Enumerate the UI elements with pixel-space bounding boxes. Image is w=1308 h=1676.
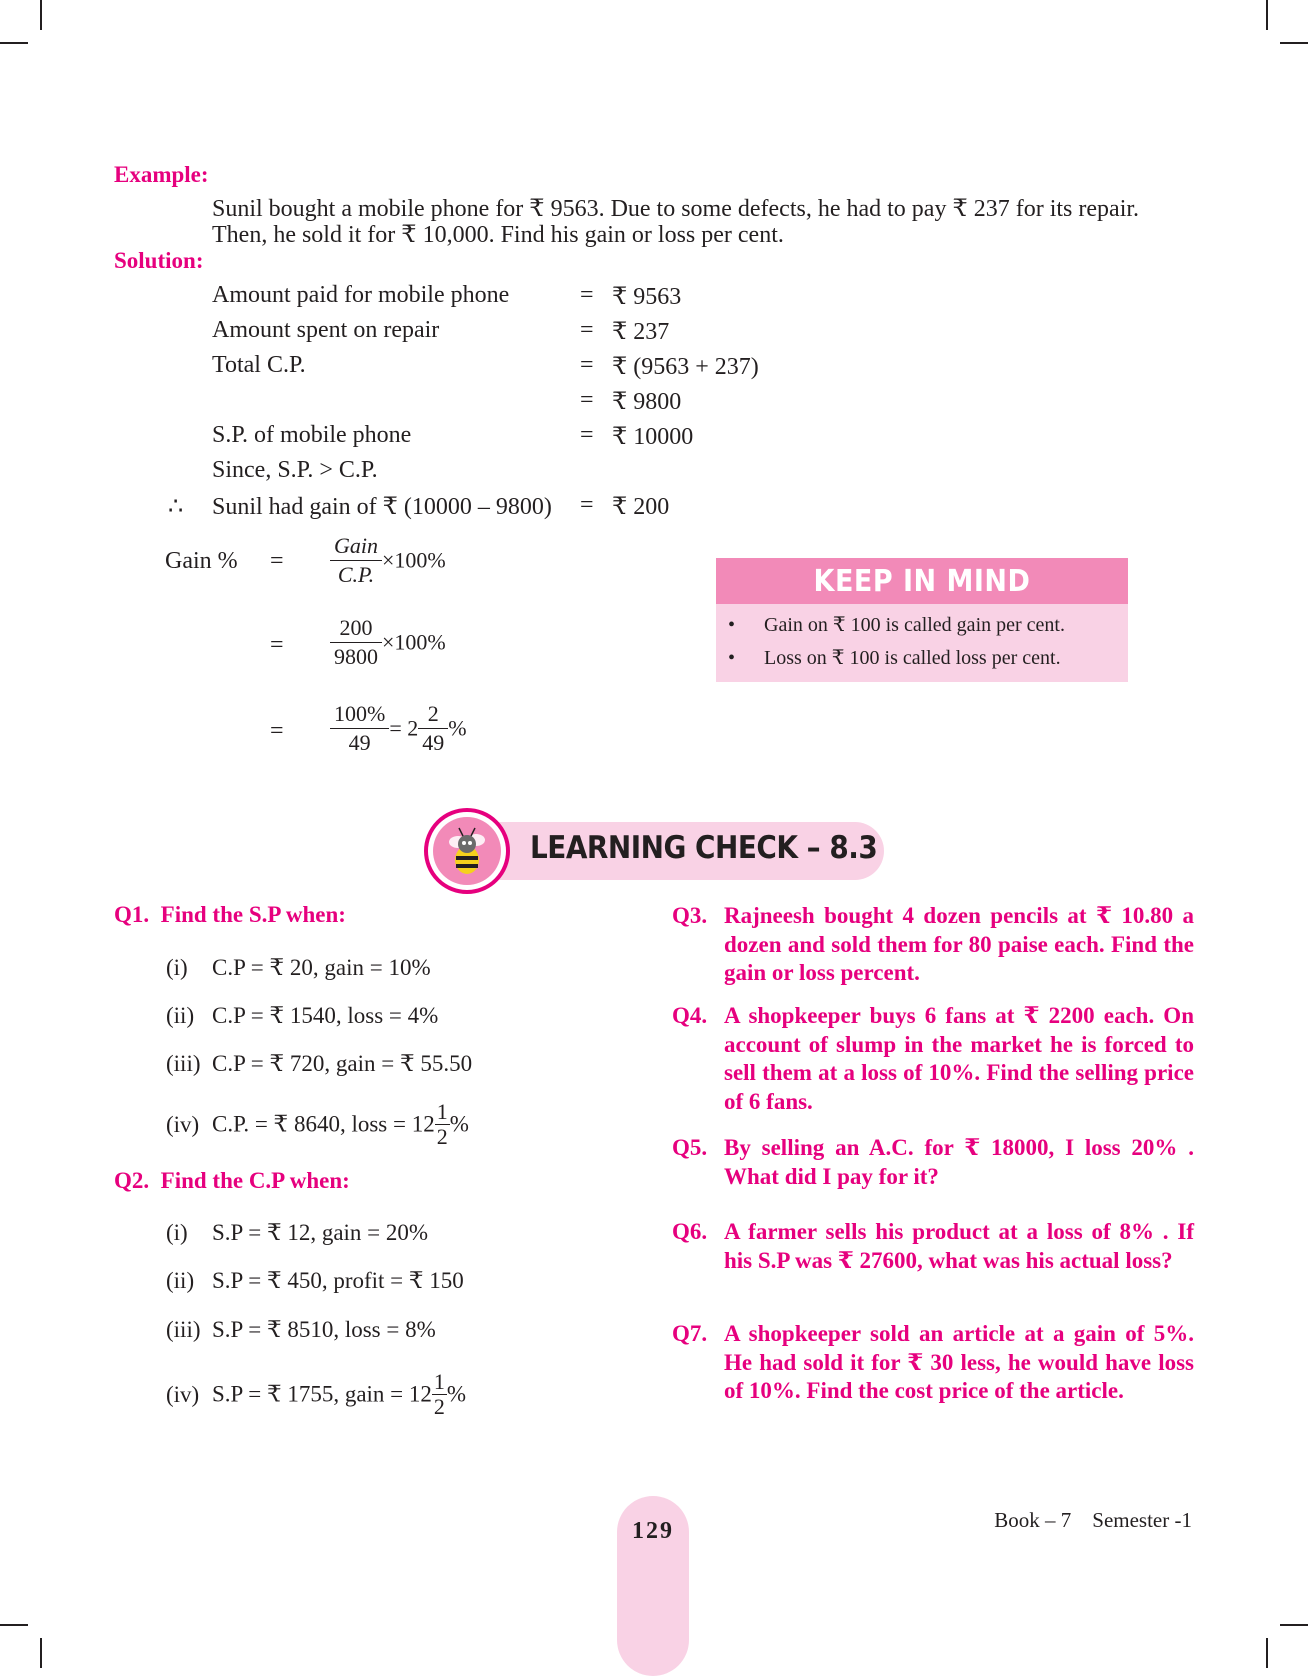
fraction-numerator: Gain xyxy=(330,532,382,561)
keep-in-mind-item: • Loss on ₹ 100 is called loss per cent. xyxy=(728,647,1061,669)
solution-row xyxy=(212,317,912,347)
bee-mascot-icon xyxy=(424,808,510,894)
list-item: (i) C.P = ₹ 20, gain = 10% xyxy=(166,955,431,980)
crop-mark xyxy=(0,42,28,44)
row-equals: = xyxy=(580,317,594,343)
row-equals: = xyxy=(580,422,594,448)
example-heading: Example: xyxy=(114,162,209,187)
list-item: (i) S.P = ₹ 12, gain = 20% xyxy=(166,1220,429,1245)
percent-sign: % xyxy=(448,715,467,741)
question-number: Q2. xyxy=(114,1168,150,1193)
solution-row xyxy=(212,492,912,522)
crop-mark xyxy=(40,1638,42,1668)
gain-percent-label: Gain % xyxy=(165,548,238,574)
row-value: ₹ (9563 + 237) xyxy=(612,354,759,380)
list-item: (ii) S.P = ₹ 450, profit = ₹ 150 xyxy=(166,1268,464,1293)
fraction-denominator: 49 xyxy=(348,730,371,755)
question-q3: Q3. Rajneesh bought 4 dozen pencils at ₹ 10.80 a dozen and sold them for 80 paise each. Find the gain or loss percent. xyxy=(672,903,1194,985)
fraction-numerator: 100% xyxy=(330,700,389,729)
solution-row xyxy=(212,457,912,487)
question-title: Find the S.P when: xyxy=(160,902,346,927)
row-label: Amount spent on repair xyxy=(212,317,440,343)
keep-in-mind-title: KEEP IN MIND xyxy=(716,558,1128,604)
solution-row xyxy=(212,387,912,417)
fraction-step-1 xyxy=(330,532,446,589)
learning-check-title: LEARNING CHECK – 8.3 xyxy=(530,830,878,866)
list-item: (iv) C.P. = ₹ 8640, loss = 12 $\frac{1}{2}$ % xyxy=(166,1099,469,1149)
keep-in-mind-item: • Gain on ₹ 100 is called gain per cent. xyxy=(728,614,1065,636)
list-item: (ii) C.P = ₹ 1540, loss = 4% xyxy=(166,1003,439,1028)
row-value: ₹ 237 xyxy=(612,319,670,345)
gain-equals: = xyxy=(270,548,284,574)
gain-equals: = xyxy=(270,632,284,658)
gain-equals: = xyxy=(270,718,284,744)
row-label: Since, S.P. > C.P. xyxy=(212,457,378,483)
therefore-symbol: ∴ xyxy=(168,494,184,520)
question-title: Find the C.P when: xyxy=(160,1168,350,1193)
solution-row xyxy=(212,282,912,312)
book-info: Book – 7 Semester -1 xyxy=(994,1508,1192,1532)
row-label: Total C.P. xyxy=(212,352,306,378)
crop-mark xyxy=(0,1624,28,1626)
solution-row xyxy=(212,422,912,452)
list-item: (iii) S.P = ₹ 8510, loss = 8% xyxy=(166,1317,436,1342)
row-value: ₹ 9563 xyxy=(612,284,682,310)
multiplier: ×100% xyxy=(382,547,446,573)
example-line-1: Sunil bought a mobile phone for ₹ 9563. Due to some defects, he had to pay ₹ 237 for its repair. xyxy=(212,196,1140,222)
row-equals: = xyxy=(580,387,594,413)
fraction-step-3 xyxy=(330,700,467,757)
fraction-numerator: 2 xyxy=(418,700,448,729)
fraction-denominator: 9800 xyxy=(334,644,378,669)
question-q6: Q6. A farmer sells his product at a loss of 8% . If his S.P was ₹ 27600, what was his actual loss? xyxy=(672,1219,1194,1273)
question-q5: Q5. By selling an A.C. for ₹ 18000, I loss 20% . What did I pay for it? xyxy=(672,1135,1194,1189)
multiplier: ×100% xyxy=(382,629,446,655)
example-line-2: Then, he sold it for ₹ 10,000. Find his gain or loss per cent. xyxy=(212,222,784,248)
crop-mark xyxy=(1266,0,1268,30)
row-label: S.P. of mobile phone xyxy=(212,422,412,448)
row-equals: = xyxy=(580,352,594,378)
crop-mark xyxy=(1266,1638,1268,1668)
question-q7: Q7. A shopkeeper sold an article at a gain of 5%. He had sold it for ₹ 30 less, he would have loss of 10%. Find the cost price of the article. xyxy=(672,1321,1194,1403)
fraction-denominator: C.P. xyxy=(337,562,375,587)
fraction-numerator: 200 xyxy=(330,614,382,643)
list-item: (iii) C.P = ₹ 720, gain = ₹ 55.50 xyxy=(166,1051,473,1076)
solution-heading: Solution: xyxy=(114,248,204,273)
equals-two: = 2 xyxy=(389,715,419,741)
row-equals: = xyxy=(580,492,594,518)
fraction-step-2 xyxy=(330,614,446,671)
row-equals: = xyxy=(580,282,594,308)
solution-row xyxy=(212,352,912,382)
bullet-icon: • xyxy=(728,614,736,636)
crop-mark xyxy=(40,0,42,30)
question-number: Q1. xyxy=(114,902,150,927)
crop-mark xyxy=(1280,1624,1308,1626)
fraction-denominator: 49 xyxy=(422,730,445,755)
q2-heading xyxy=(114,1168,350,1194)
row-label: Sunil had gain of ₹ (10000 – 9800) xyxy=(212,494,552,520)
row-value: ₹ 9800 xyxy=(612,389,682,415)
row-label: Amount paid for mobile phone xyxy=(212,282,510,308)
q1-heading xyxy=(114,902,346,928)
row-value: ₹ 10000 xyxy=(612,424,694,450)
row-value: ₹ 200 xyxy=(612,494,670,520)
keep-in-mind-box xyxy=(716,604,1128,682)
bullet-icon: • xyxy=(728,647,736,669)
page-number: 129 xyxy=(632,1518,674,1544)
crop-mark xyxy=(1280,42,1308,44)
list-item: (iv) S.P = ₹ 1755, gain = 12 $\frac{1}{2}$ % xyxy=(166,1369,467,1419)
question-q4: Q4. A shopkeeper buys 6 fans at ₹ 2200 each. On account of slump in the market he is forced to sell them at a loss of 10%. Find the selling price of 6 fans. xyxy=(672,1003,1194,1114)
